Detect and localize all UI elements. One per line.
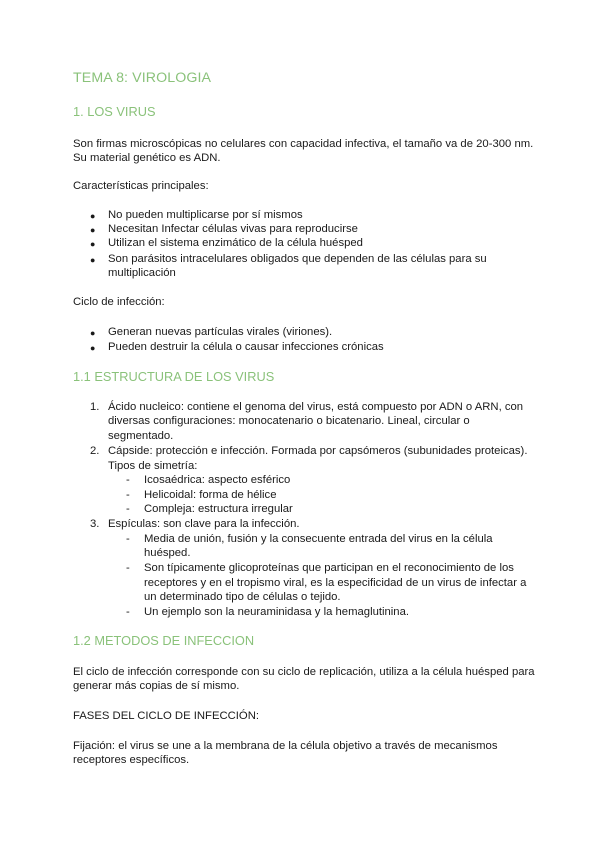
dash-bullet: - — [126, 489, 130, 501]
list-item: Cápside: protección e infección. Formada por capsómeros (subunidades proteicas). — [108, 445, 528, 457]
list-item: Utilizan el sistema enzimático de la célula huésped — [108, 237, 363, 249]
list-item-continuation: segmentado. — [108, 430, 174, 442]
intro-line: Su material genético es ADN. — [73, 152, 221, 164]
dash-bullet: - — [126, 533, 130, 545]
list-item-continuation: multiplicación — [108, 267, 176, 279]
list-item: Pueden destruir la célula o causar infecciones crónicas — [108, 341, 384, 353]
paragraph-line: receptores específicos. — [73, 754, 190, 766]
bullet-icon: ● — [90, 255, 96, 265]
list-number: 1. — [90, 401, 100, 413]
sub-list-item: Un ejemplo son la neuraminidasa y la hemaglutinina. — [144, 606, 410, 618]
bullet-icon: ● — [90, 239, 96, 249]
sub-list-item: Compleja: estructura irregular — [144, 503, 293, 515]
document-title: TEMA 8: VIROLOGIA — [73, 70, 212, 86]
list-item: Ácido nucleico: contiene el genoma del virus, está compuesto por ADN o ARN, con — [108, 401, 524, 413]
sub-list-item-continuation: un determinado tipo de células o tejido. — [144, 591, 341, 603]
bullet-icon: ● — [90, 328, 96, 338]
bullet-icon: ● — [90, 343, 96, 353]
sub-list-item: Media de unión, fusión y la consecuente entrada del virus en la célula — [144, 533, 493, 545]
list-number: 2. — [90, 445, 100, 457]
section-heading-los-virus: 1. LOS VIRUS — [73, 104, 156, 119]
list-item-continuation: Tipos de simetría: — [108, 460, 198, 472]
dash-bullet: - — [126, 562, 130, 574]
intro-line: Son firmas microscópicas no celulares con capacidad infectiva, el tamaño va de 20-300 nm. — [73, 138, 534, 150]
sub-list-item-continuation: receptores y en el tropismo viral, es la especificidad de un virus de infectar a — [144, 577, 527, 589]
dash-bullet: - — [126, 606, 130, 618]
infection-cycle-label: Ciclo de infección: — [73, 296, 165, 308]
list-item-continuation: diversas configuraciones: monocatenario o bicatenario. Lineal, circular o — [108, 415, 470, 427]
list-number: 3. — [90, 518, 100, 530]
list-item: Son parásitos intracelulares obligados que dependen de las células para su — [108, 253, 487, 265]
sub-list-item: Helicoidal: forma de hélice — [144, 489, 277, 501]
section-heading-metodos: 1.2 METODOS DE INFECCION — [73, 633, 255, 648]
bullet-icon: ● — [90, 225, 96, 235]
bullet-icon: ● — [90, 211, 96, 221]
sub-list-item: Son típicamente glicoproteínas que participan en el reconocimiento de los — [144, 562, 514, 574]
list-item: Espículas: son clave para la infección. — [108, 518, 300, 530]
phases-label: FASES DEL CICLO DE INFECCIÓN: — [73, 710, 260, 722]
sub-list-item-continuation: huésped. — [144, 547, 191, 559]
list-item: Generan nuevas partículas virales (viriones). — [108, 326, 333, 338]
paragraph-line: Fijación: el virus se une a la membrana de la célula objetivo a través de mecanismos — [73, 740, 498, 752]
paragraph-line: generar más copias de sí mismo. — [73, 680, 240, 692]
dash-bullet: - — [126, 474, 130, 486]
dash-bullet: - — [126, 503, 130, 515]
list-item: Necesitan Infectar células vivas para reproducirse — [108, 223, 358, 235]
section-heading-estructura: 1.1 ESTRUCTURA DE LOS VIRUS — [73, 369, 275, 384]
paragraph-line: El ciclo de infección corresponde con su ciclo de replicación, utiliza a la célula huésped para — [73, 666, 535, 678]
list-item: No pueden multiplicarse por sí mismos — [108, 209, 303, 221]
sub-list-item: Icosaédrica: aspecto esférico — [144, 474, 291, 486]
characteristics-label: Características principales: — [73, 180, 209, 192]
